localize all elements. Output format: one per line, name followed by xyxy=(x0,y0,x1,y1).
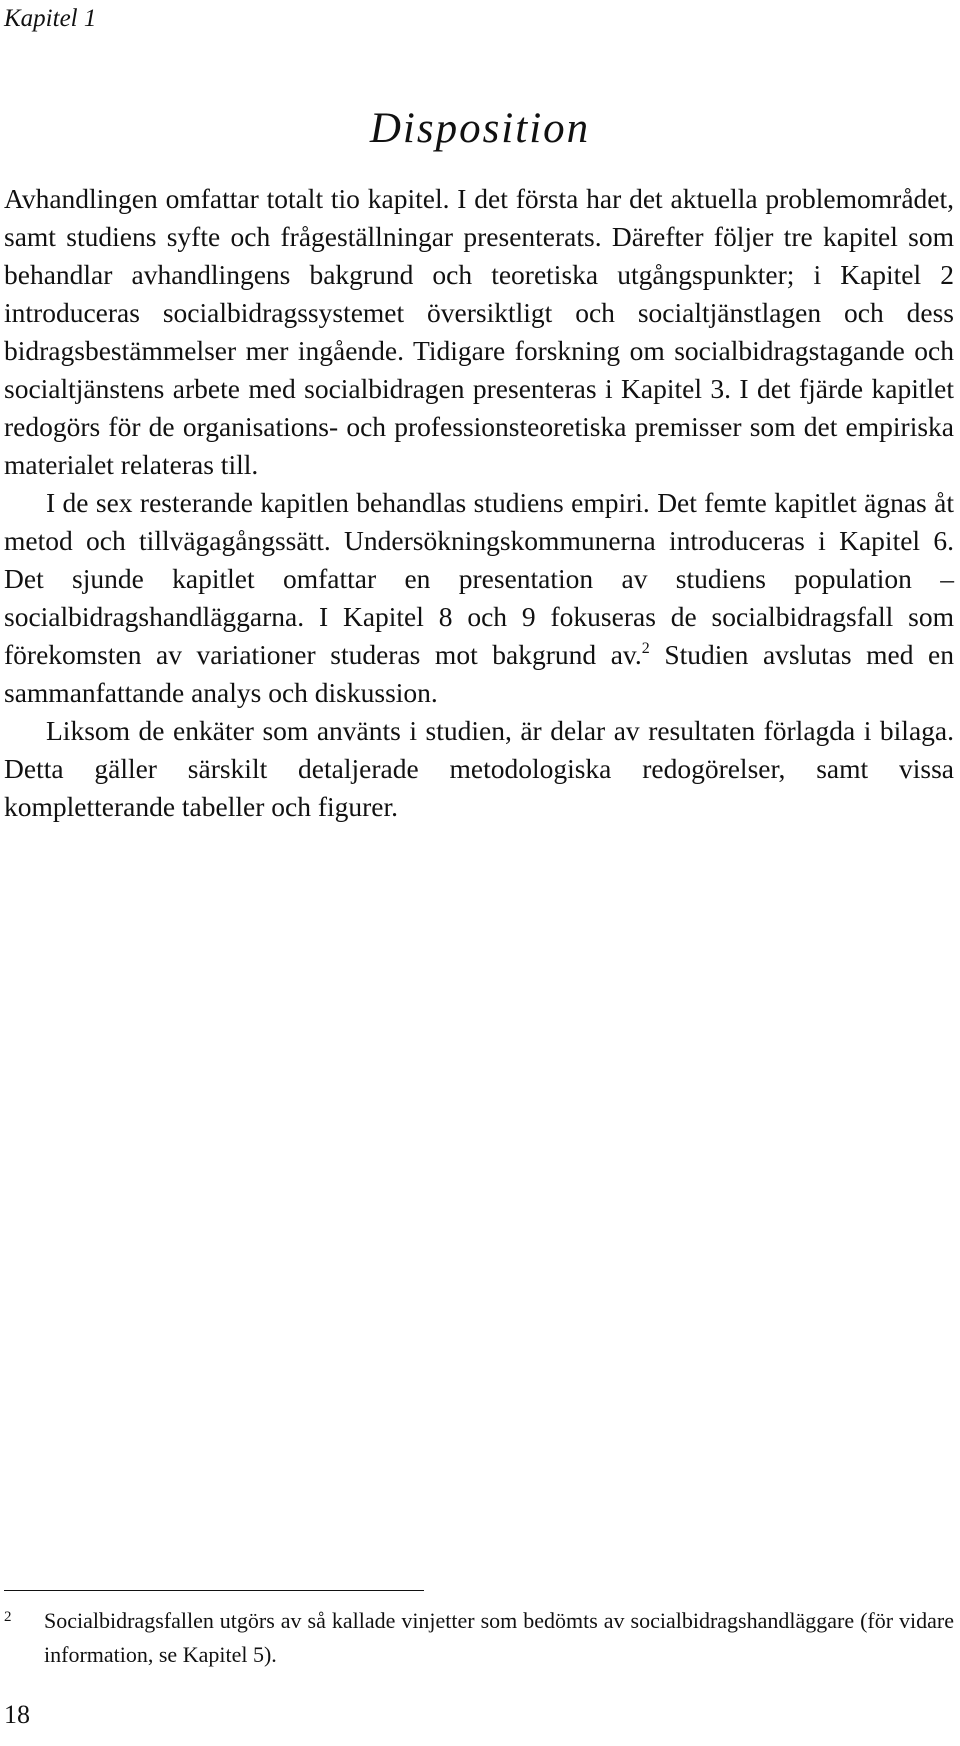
footnote xyxy=(4,1604,954,1672)
body-text xyxy=(4,180,954,826)
paragraph-text-continued: Studien avslutas med en sammanfattande analys och diskussion. xyxy=(4,639,954,708)
footnote-reference[interactable]: 2 xyxy=(641,640,650,657)
paragraph-2 xyxy=(4,484,954,712)
paragraph-3 xyxy=(4,712,954,826)
footnote-marker: 2 xyxy=(4,1609,12,1625)
running-head: Kapitel 1 xyxy=(4,5,97,32)
paragraph-text: Avhandlingen omfattar totalt tio kapitel. I det första har det aktuella problemområdet, samt studiens syfte och frågeställningar presenterats. Därefter följer tre kapitel som behandlar avhandlingens bakgrund och teoretiska utgångspunkter; i Kapitel 2 introduceras socialbidragssystemet översiktligt och socialtjänstlagen och dess bidragsbestämmelser mer ingående. Tidigare forskning om socialbidragstagande och socialtjänstens arbete med socialbidragen presenteras i Kapitel 3. I det fjärde kapitlet redogörs för de organisations- och professionsteoretiska premisser som det empiriska materialet relateras till. xyxy=(4,183,954,480)
paragraph-text: I de sex resterande kapitlen behandlas studiens empiri. Det femte kapitlet ägnas åt metod och tillvägagångssätt. Undersökningskommunerna introduceras i Kapitel 6. Det sjunde kapitlet omfattar en presentation av studiens population – socialbidragshandläggarna. I Kapitel 8 och 9 fokuseras de socialbidragsfall som förekomsten av variationer studeras mot bakgrund av. xyxy=(4,487,954,670)
paragraph-text: Liksom de enkäter som använts i studien, är delar av resultaten förlagda i bilaga. Detta gäller särskilt detaljerade metodologiska redogörelser, samt vissa kompletterande tabeller och figurer. xyxy=(4,715,954,822)
footnote-divider xyxy=(4,1590,424,1591)
paragraph-1 xyxy=(4,180,954,484)
section-title: Disposition xyxy=(369,105,591,152)
page-number: 18 xyxy=(4,1700,30,1729)
footnote-text: Socialbidragsfallen utgörs av så kallade vinjetter som bedömts av socialbidragshandläggare (för vidare information, se Kapitel 5). xyxy=(44,1608,954,1667)
